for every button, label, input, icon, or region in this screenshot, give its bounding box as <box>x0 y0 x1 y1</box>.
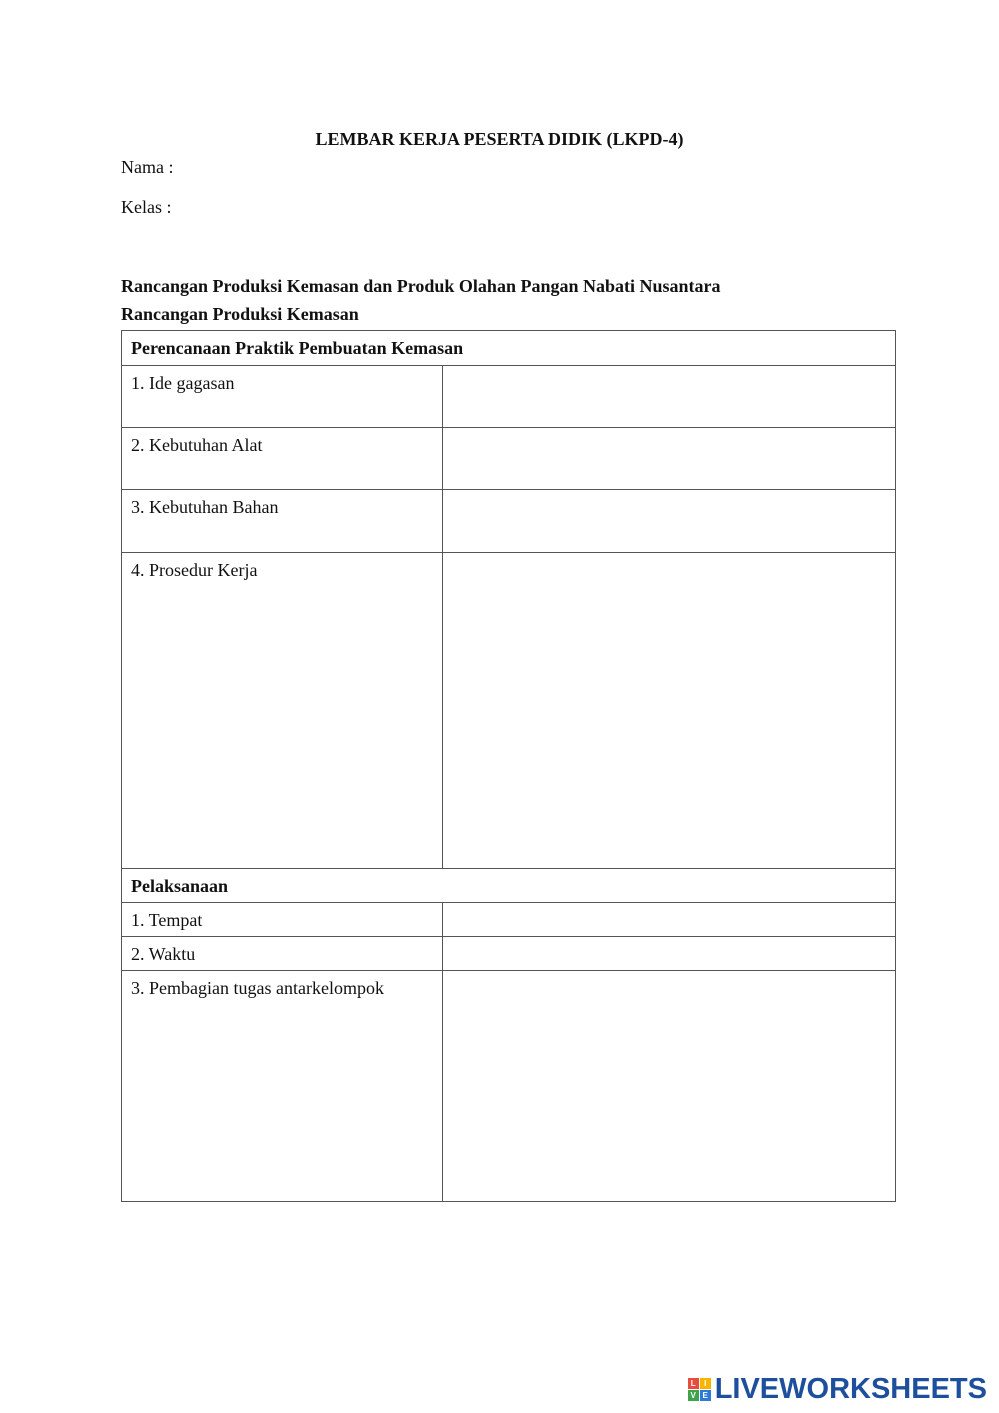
answer-cell-pembagian-tugas[interactable] <box>443 971 896 1202</box>
planning-header-row <box>122 331 896 366</box>
class-label: Kelas : <box>121 197 172 217</box>
logo-letter: L <box>688 1378 699 1389</box>
answer-cell-kebutuhan-alat[interactable] <box>443 428 896 490</box>
row-label-tempat: 1. Tempat <box>122 903 443 937</box>
answer-cell-waktu[interactable] <box>443 937 896 971</box>
table-row <box>122 490 896 553</box>
table-row <box>122 971 896 1202</box>
table-row <box>122 366 896 428</box>
logo-letter: I <box>700 1378 711 1389</box>
worksheet-table <box>121 330 896 1202</box>
row-label-kebutuhan-bahan: 3. Kebutuhan Bahan <box>122 490 443 553</box>
sub-heading: Rancangan Produksi Kemasan <box>121 304 359 324</box>
logo-letter: E <box>700 1390 711 1401</box>
liveworksheets-logo-icon <box>688 1378 711 1401</box>
answer-cell-kebutuhan-bahan[interactable] <box>443 490 896 553</box>
table-row <box>122 937 896 971</box>
row-label-waktu: 2. Waktu <box>122 937 443 971</box>
watermark-text: LIVEWORKSHEETS <box>714 1372 987 1405</box>
planning-section-header: Perencanaan Praktik Pembuatan Kemasan <box>122 331 896 366</box>
name-label: Nama : <box>121 157 174 177</box>
document-title: LEMBAR KERJA PESERTA DIDIK (LKPD-4) <box>315 129 684 149</box>
table-row <box>122 428 896 490</box>
main-heading: Rancangan Produksi Kemasan dan Produk Olahan Pangan Nabati Nusantara <box>121 276 721 296</box>
row-label-prosedur-kerja: 4. Prosedur Kerja <box>122 553 443 869</box>
logo-letter: V <box>688 1390 699 1401</box>
execution-header-row <box>122 869 896 903</box>
liveworksheets-watermark <box>688 1374 987 1404</box>
row-label-ide-gagasan: 1. Ide gagasan <box>122 366 443 428</box>
table-row <box>122 903 896 937</box>
answer-cell-tempat[interactable] <box>443 903 896 937</box>
answer-cell-prosedur-kerja[interactable] <box>443 553 896 869</box>
row-label-kebutuhan-alat: 2. Kebutuhan Alat <box>122 428 443 490</box>
row-label-pembagian-tugas: 3. Pembagian tugas antarkelompok <box>122 971 443 1202</box>
execution-section-header: Pelaksanaan <box>122 869 896 903</box>
table-row <box>122 553 896 869</box>
answer-cell-ide-gagasan[interactable] <box>443 366 896 428</box>
